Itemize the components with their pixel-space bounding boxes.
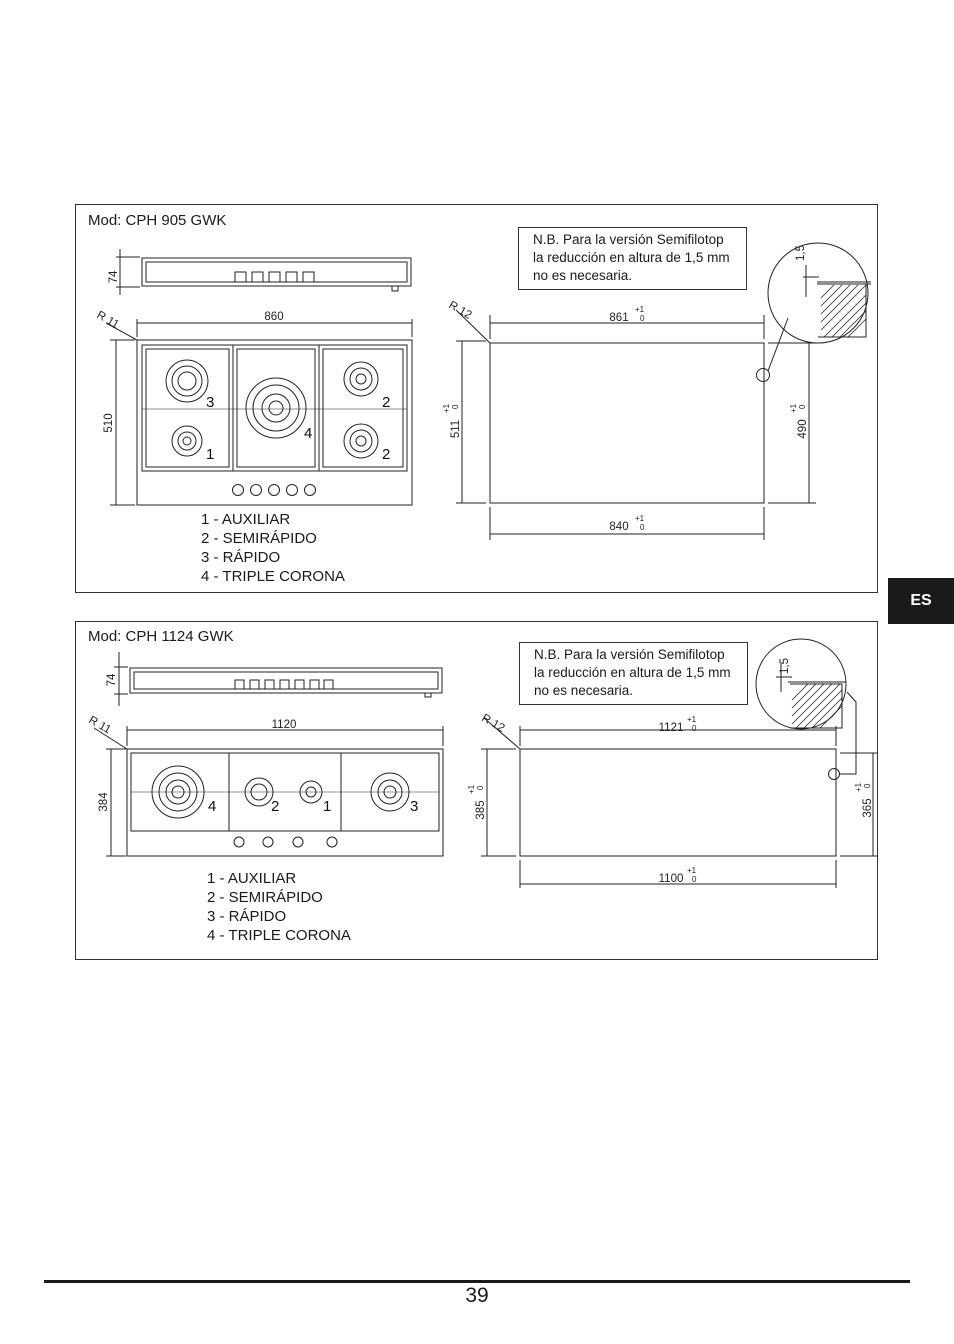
svg-text:+1: +1 [687,715,697,724]
burner-label: 1 [323,798,332,815]
svg-text:0: 0 [863,783,872,788]
dim-radius-cut: R 12 [446,299,474,322]
svg-text:+1: +1 [687,866,697,875]
hob-side-view [116,249,411,295]
dim-step: 1,5 [795,245,807,261]
technical-drawing [76,622,879,961]
cutout-view [456,243,871,540]
burner-label: 3 [206,394,215,411]
footer-rule [44,1280,910,1283]
svg-text:+1: +1 [467,784,476,794]
dim-cut-depth-left: 511 [450,419,462,439]
hob-top-view [106,319,412,505]
technical-drawing [76,205,879,594]
hob-top-view [94,726,443,856]
svg-text:0: 0 [798,404,807,409]
svg-text:+1: +1 [442,403,451,413]
dim-width: 860 [264,311,284,323]
diagram-panel-cph-1124 [75,621,878,960]
model-label: Mod: CPH 1124 GWK [88,628,234,645]
svg-text:+1: +1 [789,403,798,413]
dim-radius-hob: R 11 [86,714,113,737]
burner-legend: 1 - AUXILIAR 2 - SEMIRÁPIDO 3 - RÁPIDO 4 - TRIPLE CORONA [201,511,345,585]
burner-label: 3 [410,798,419,815]
dim-cut-bottom: 1100 [658,873,684,885]
language-tab: ES [888,578,954,624]
burner-label: 2 [271,798,280,815]
burner-label: 4 [304,425,313,442]
dim-depth: 510 [103,413,115,433]
svg-text:0: 0 [451,404,460,409]
svg-text:0: 0 [640,314,645,323]
hatch [821,285,866,337]
burner-label: 2 [382,394,391,411]
page-number: 39 [465,1284,489,1307]
dim-cut-width: 1121 [658,722,684,734]
cutout-view [481,639,878,888]
dim-cut-depth-right: 490 [797,419,809,439]
svg-text:0: 0 [692,724,697,733]
svg-text:+1: +1 [854,782,863,792]
dim-cut-depth-right: 365 [862,798,874,818]
svg-text:+1: +1 [635,514,645,523]
dim-width: 1120 [271,719,297,731]
hatch [792,684,842,728]
burner-legend: 1 - AUXILIAR 2 - SEMIRÁPIDO 3 - RÁPIDO 4 - TRIPLE CORONA [207,870,351,944]
semifilotop-note: N.B. Para la versión Semifilotop la reducción en altura de 1,5 mm no es necesaria. [519,642,748,705]
dim-radius-hob: R 11 [94,309,121,332]
hob-side-view [114,652,442,706]
diagram-panel-cph-905 [75,204,878,593]
dim-height: 74 [108,270,120,284]
svg-text:0: 0 [692,875,697,884]
burner-label: 4 [208,798,217,815]
burner-label: 1 [206,446,215,463]
model-label: Mod: CPH 905 GWK [88,212,227,229]
burner-label: 2 [382,446,391,463]
svg-text:0: 0 [640,523,645,532]
dim-step: 1,5 [779,658,791,674]
dim-radius-cut: R 12 [479,712,507,735]
dim-cut-depth-left: 385 [475,800,487,820]
semifilotop-note: N.B. Para la versión Semifilotop la reducción en altura de 1,5 mm no es necesaria. [518,227,747,290]
svg-text:+1: +1 [635,305,645,314]
dim-depth: 384 [98,792,110,812]
svg-text:0: 0 [476,785,485,790]
dim-cut-bottom: 840 [609,521,629,533]
dim-cut-width: 861 [609,312,629,324]
dim-height: 74 [106,673,118,687]
